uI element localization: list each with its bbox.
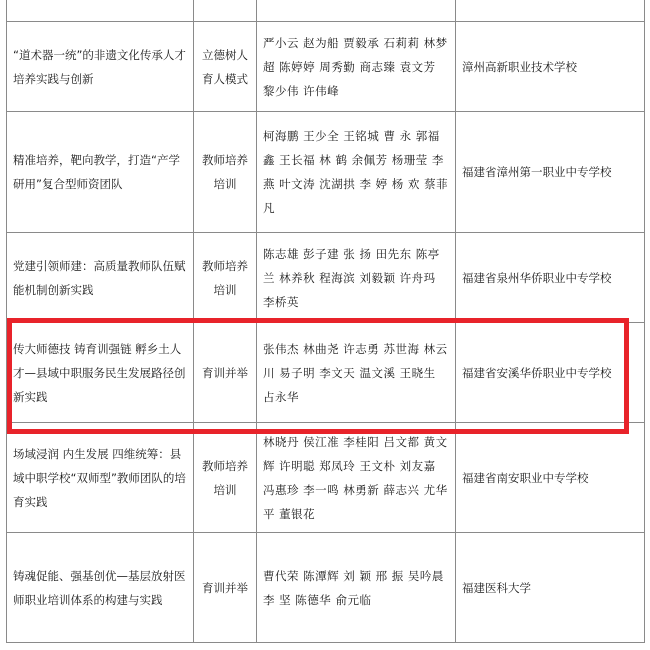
type-cell: 教师培养培训 (194, 233, 257, 323)
table-row (7, 112, 645, 233)
table-row (7, 323, 645, 423)
table-row (7, 233, 645, 323)
members-cell: 严小云 赵为船 贾毅承 石莉莉 林梦超 陈婷婷 周秀勤 商志臻 袁文芳 黎少伟 许伟峰 (257, 22, 456, 112)
school-cell: 福建省安溪华侨职业中专学校 (456, 323, 645, 423)
project-cell (7, 0, 194, 22)
school-cell (456, 0, 645, 22)
school-cell: 福建省漳州第一职业中专学校 (456, 112, 645, 233)
members-cell (257, 0, 456, 22)
project-cell: 场域浸润 内生发展 四维统筹：县域中职学校“双师型”教师团队的培育实践 (7, 423, 194, 533)
project-cell: 铸魂促能、强基创优—基层放射医师职业培训体系的构建与实践 (7, 533, 194, 643)
members-cell: 张伟杰 林曲尧 许志勇 苏世海 林云川 易子明 李文天 温文溪 王晓生 占永华 (257, 323, 456, 423)
project-cell: 党建引领师建：高质量教师队伍赋能机制创新实践 (7, 233, 194, 323)
members-cell: 林晓丹 侯江准 李桂阳 吕文都 黄文辉 许明聪 郑凤玲 王文朴 刘友嘉 冯惠珍 李一鸣 林勇新 薛志兴 尤华平 董银花 (257, 423, 456, 533)
project-cell: “道术器一统”的非遗文化传承人才培养实践与创新 (7, 22, 194, 112)
results-table (6, 0, 645, 643)
type-cell: 立德树人育人模式 (194, 22, 257, 112)
type-cell: 教师培养培训 (194, 423, 257, 533)
school-cell: 福建省南安职业中专学校 (456, 423, 645, 533)
school-cell: 福建医科大学 (456, 533, 645, 643)
type-cell: 育训并举 (194, 533, 257, 643)
type-cell (194, 0, 257, 22)
table-row (7, 533, 645, 643)
type-cell: 育训并举 (194, 323, 257, 423)
school-cell: 福建省泉州华侨职业中专学校 (456, 233, 645, 323)
project-cell: 精准培养，靶向教学，打造“产学研用”复合型师资团队 (7, 112, 194, 233)
members-cell: 陈志雄 彭子建 张 扬 田先东 陈亭兰 林养秋 程海滨 刘毅颖 许舟玛 李桥英 (257, 233, 456, 323)
members-cell: 柯海鹏 王少全 王铭城 曹 永 郭福鑫 王长福 林 鹤 余佩芳 杨珊莹 李 燕 叶文涛 沈湖拱 李 婷 杨 欢 蔡菲凡 (257, 112, 456, 233)
school-cell: 漳州高新职业技术学校 (456, 22, 645, 112)
type-cell: 教师培养培训 (194, 112, 257, 233)
table-row (7, 22, 645, 112)
members-cell: 曹代荣 陈潭辉 刘 颖 邢 振 吴吟晨 李 坚 陈德华 俞元临 (257, 533, 456, 643)
table-row (7, 423, 645, 533)
table-row (7, 0, 645, 22)
project-cell: 传大师德技 铸育训强链 孵乡土人才—县域中职服务民生发展路径创新实践 (7, 323, 194, 423)
